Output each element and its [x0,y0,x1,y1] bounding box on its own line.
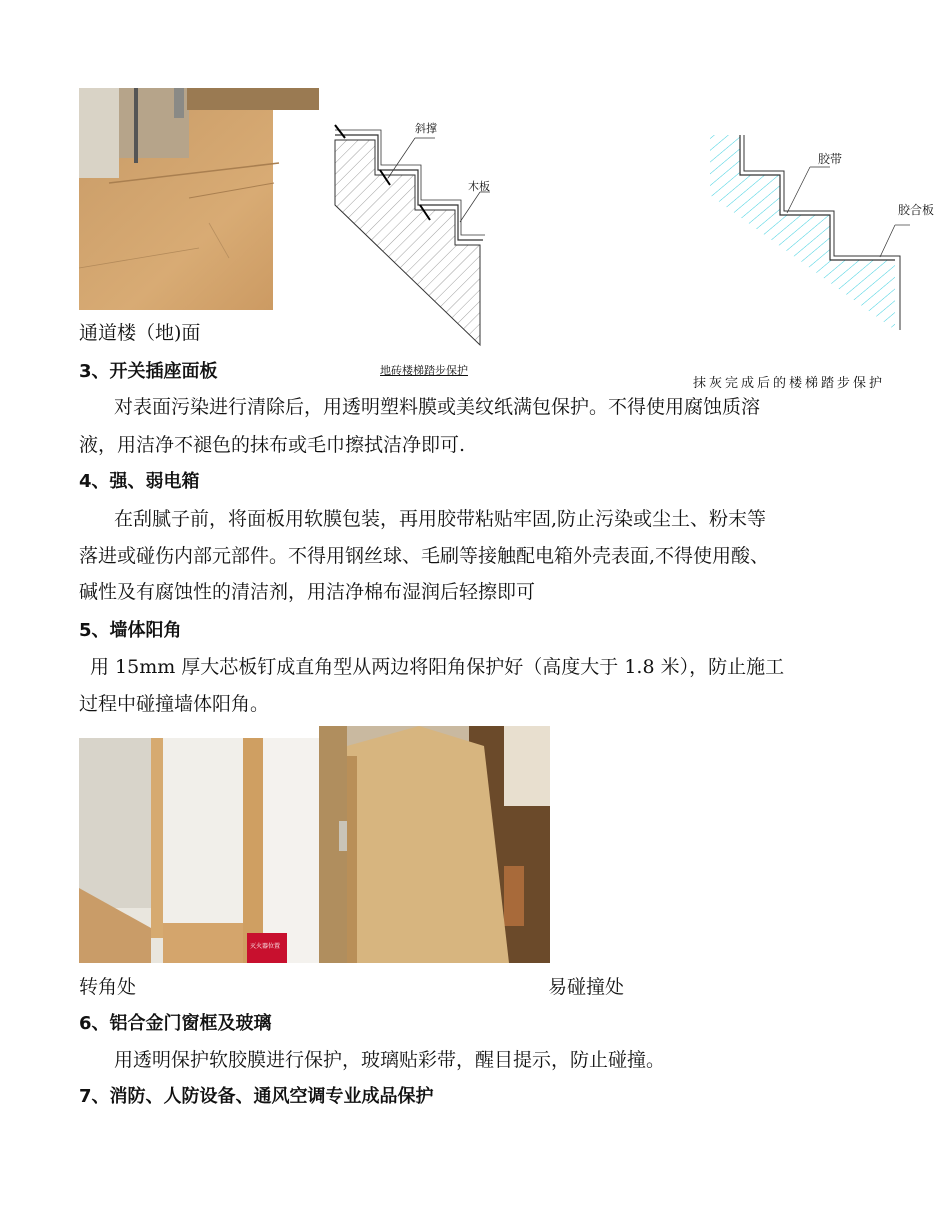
section3-line1: 对表面污染进行清除后，用透明塑料膜或美纹纸满包保护。不得使用腐蚀质溶 [114,396,761,418]
section3-heading: 3、开关插座面板 [79,361,218,382]
section6-heading: 6、铝合金门窗框及玻璃 [79,1013,272,1034]
section5-heading: 5、墙体阳角 [79,620,182,641]
corner-caption: 转角处 [79,976,137,998]
plaster-stair-diagram [693,135,940,395]
corridor-floor-photo [79,88,319,310]
diagram1-label-brace: 斜撑 [415,122,437,135]
section4-line3: 碱性及有腐蚀性的清洁剂，用洁净棉布湿润后轻擦即可 [79,581,536,603]
section5-line1: 用 15mm 厚大芯板钉成直角型从两边将阳角保护好（高度大于 1.8 米），防止施工 [90,656,785,678]
collision-caption: 易碰撞处 [548,976,625,998]
section7-heading: 7、消防、人防设备、通风空调专业成品保护 [79,1086,434,1107]
section4-heading: 4、强、弱电箱 [79,471,200,492]
section6-line1: 用透明保护软胶膜进行保护，玻璃贴彩带，醒目提示，防止碰撞。 [114,1049,666,1071]
diagram2-caption: 抹灰完成后的楼梯踏步保护 [693,376,886,391]
diagram2-label-plywood: 胶合板 [898,203,935,217]
section4-line2: 落进或碰伤内部元部件。不得用钢丝球、毛刷等接触配电箱外壳表面,不得使用酸、 [79,545,770,567]
diagram2-label-tape: 胶带 [818,152,843,166]
corner-protection-photo [79,738,319,963]
collision-protection-photo [319,726,550,963]
section3-line2: 液，用洁净不褪色的抹布或毛巾擦拭洁净即可. [79,434,466,456]
section4-line1: 在刮腻子前，将面板用软膜包装，再用胶带粘贴牢固,防止污染或尘土、粉末等 [114,508,767,530]
diagram1-caption: 地砖楼梯踏步保护 [380,364,468,377]
tile-stair-diagram [320,110,490,385]
corridor-floor-caption: 通道楼（地)面 [79,322,201,344]
diagram1-label-board: 木板 [468,180,490,193]
section5-line2: 过程中碰撞墙体阳角。 [79,693,270,715]
fire-extinguisher-sign: 灭火器位置 [250,943,281,950]
